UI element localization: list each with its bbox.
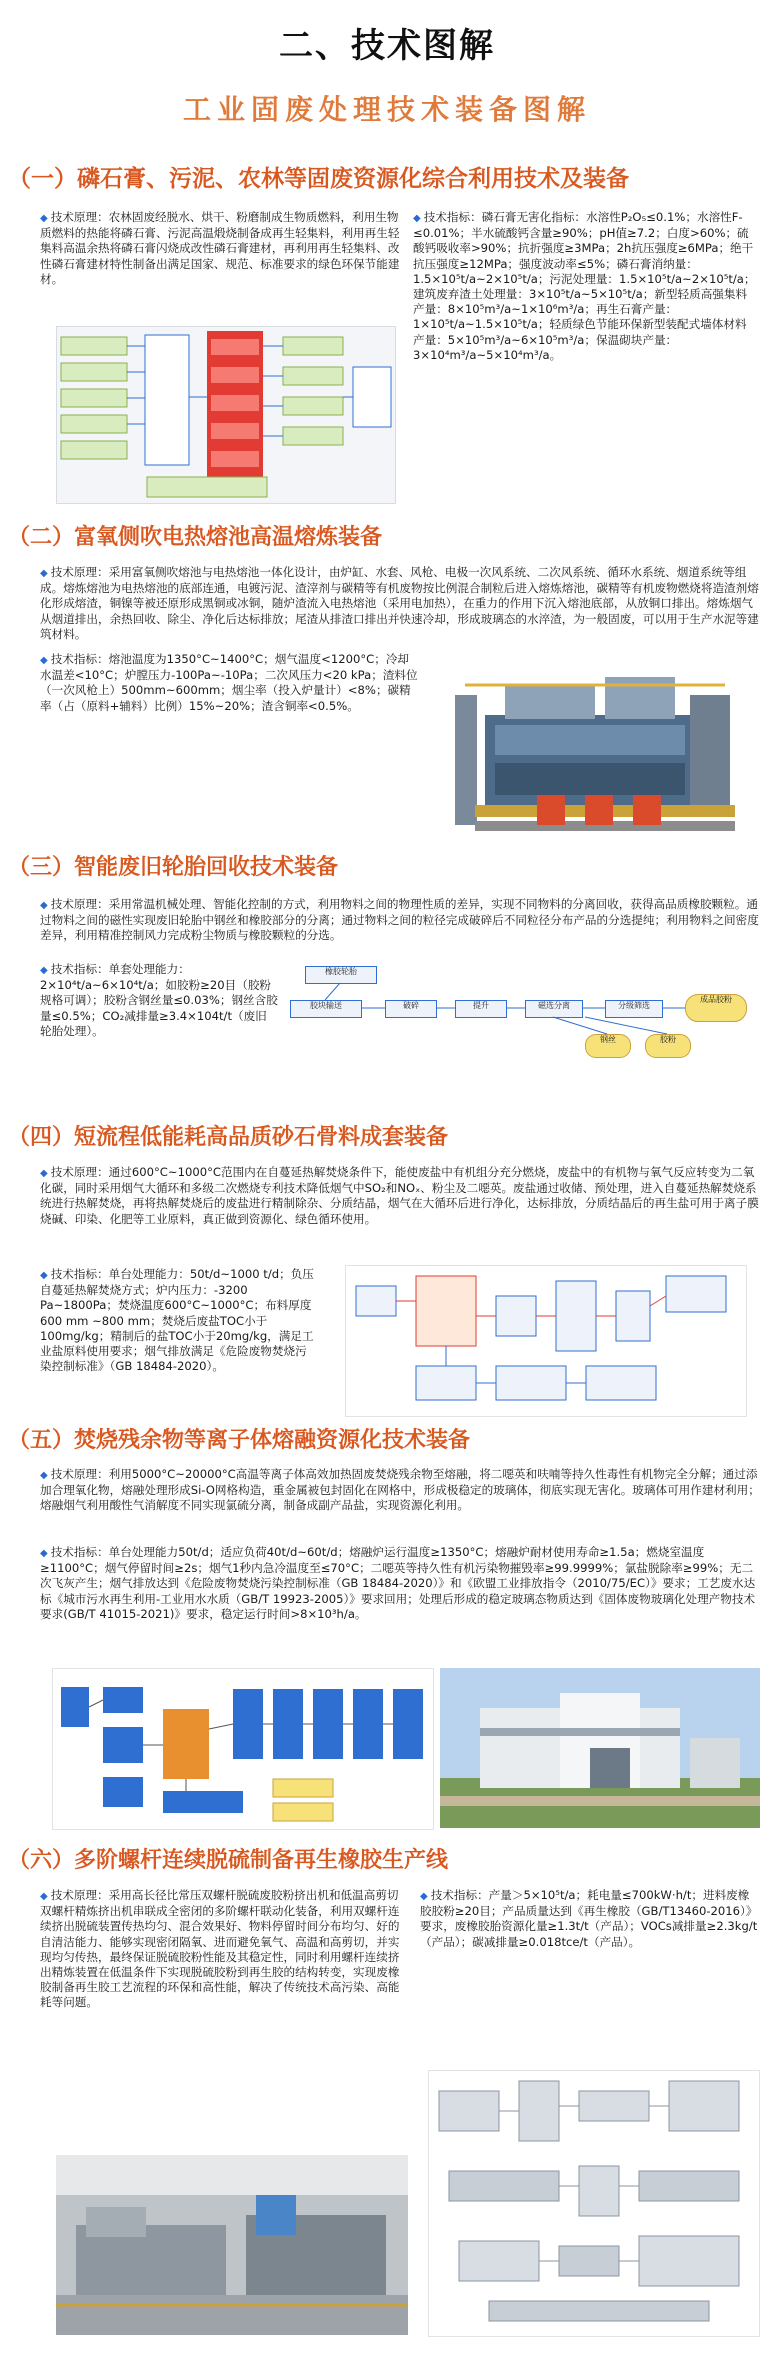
furnace-svg: [445, 655, 745, 841]
section-3-indicators: [40, 962, 278, 1039]
equipment-layout-svg: [429, 2071, 759, 2336]
bullet-icon: ◆: [40, 1548, 48, 1559]
page-subtitle: 工业固废处理技术装备图解: [182, 93, 591, 126]
section-4-principle: [40, 1165, 760, 1227]
flow-output: 钢丝: [585, 1034, 631, 1058]
section-4-heading: （四）短流程低能耗高品质砂石骨料成套装备: [8, 1125, 449, 1150]
section-3-indicators-text: 技术指标：单套处理能力：2×10⁴t/a~6×10⁴t/a；如胶粉≥20目（胶粉规格可调）；胶粉含钢丝量≤0.03%；钢丝含胶量≤0.5%；CO₂减排量≥3.4×104t/t（废旧轮胎处理）。: [40, 962, 278, 1038]
flow-step: 分级筛选: [605, 1000, 663, 1018]
bullet-icon: ◆: [40, 1470, 48, 1481]
bullet-icon: ◆: [40, 655, 48, 666]
bullet-icon: ◆: [40, 965, 48, 976]
flow-step: 胶块输送: [290, 1000, 362, 1018]
bullet-icon: ◆: [40, 900, 48, 911]
section-1-process-diagram: [56, 326, 396, 504]
section-3-principle: [40, 897, 760, 944]
section-6-indicators: [420, 1888, 760, 1950]
section-2-principle-text: 技术原理：采用富氧侧吹熔池与电热熔池一体化设计，由炉缸、水套、风枪、电极一次风系统、二次风系统、循环水系统、烟道系统等组成。熔炼熔池为电热熔池的底部连通，电镀污泥、渣滓剂与碳精等有机废物按比例混合制粒后进入熔炼熔池，碳精等有机废物燃烧将造渣剂熔化形成熔渣，铜镍等被还原形成黑铜或冰铜，随炉渣流入电热熔池（采用电加热），在重力的作用下沉入熔池底部，从放铜口排出。熔炼烟气从烟道排出，余热回收、除尘、净化后达标排放；尾渣从排渣口排出并快速冷却，形成玻璃态的水淬渣，为一般固废，可以用于生产水泥等建筑材料。: [40, 565, 759, 641]
factory-photo: [440, 1668, 760, 1828]
section-5-indicators-text: 技术指标：单台处理能力50t/d；适应负荷40t/d~60t/d；熔融炉运行温度≥1350°C；熔融炉耐材使用寿命≥1.5a；燃烧室温度≥1100°C；烟气停留时间≥2s；烟气1秒内急冷温度至≤70°C；二噁英等持久性有机污染物摧毁率≥99.9999%；氯盐脱除率≥99%；无二次飞灰产生；烟气排放达到《危险废物焚烧污染控制标准（GB 18484-2020）》和《欧盟工业排放指令（2010/75/EC）》要求；工艺废水达标《城市污水再生利用-工业用水水质（GB/T 19923-2005）》要求回用；处理后形成的稳定玻璃态物质达到《固体废物玻璃化处理产物技术要求(GB/T 41015-2021)》要求，稳定运行时间>8×10³h/a。: [40, 1545, 756, 1621]
flow-step: 磁选分离: [525, 1000, 583, 1018]
flow-step: 提升: [455, 1000, 507, 1018]
production-line-svg: [56, 2155, 408, 2335]
bullet-icon: ◆: [40, 1270, 48, 1281]
section-4-indicators-text: 技术指标：单台处理能力：50t/d~1000 t/d；负压自蔓延热解焚烧方式；炉内压力：-3200 Pa~1800Pa；焚烧温度600°C~1000°C；布料厚度600 mm ~800 mm；焚烧后废盐TOC小于100mg/kg；精制后的盐TOC小于20mg/kg，满足工业盐原料使用要求；烟气排放满足《危险废物焚烧污染控制标准》（GB 18484-2020）。: [40, 1267, 314, 1374]
section-6-heading: （六）多阶螺杆连续脱硫制备再生橡胶生产线: [8, 1848, 449, 1873]
bullet-icon: ◆: [40, 1891, 48, 1902]
section-1-principle: [40, 210, 400, 287]
section-5-heading: （五）焚烧残余物等离子体熔融资源化技术装备: [8, 1428, 471, 1453]
section-4-process-diagram: [345, 1265, 747, 1417]
section-2-heading: （二）富氧侧吹电热熔池高温熔炼装备: [8, 525, 383, 550]
section-2-indicators: [40, 652, 418, 714]
bullet-icon: ◆: [420, 1891, 428, 1902]
section-6-principle-text: 技术原理：采用高长径比常压双螺杆脱硫废胶粉挤出机和低温高剪切双螺杆精炼挤出机串联成全密闭的多阶螺杆联动化装备，利用双螺杆连续挤出脱硫装置传热均匀、混合效果好、物料停留时间分布均匀、好的自清洁能力、能够实现密闭隔氧、进而避免氧气、高温和高剪切，并实现均匀传热，最终保证脱硫胶粉性能及其稳定性，同时利用螺杆连续挤出精炼装置在低温条件下实现脱硫胶粉到再生胶的结构转变，实现废橡胶制备再生胶工艺流程的环保和高性能，解决了传统技术高污染、高能耗等问题。: [40, 1888, 400, 2010]
flow-output: 成品胶粉: [685, 994, 747, 1022]
process-flow-svg: [57, 327, 395, 503]
flow-step: 破碎: [385, 1000, 437, 1018]
section-5-principle: [40, 1467, 760, 1514]
section-1-indicators: [413, 210, 758, 363]
section-1-principle-text: 技术原理：农林固废经脱水、烘干、粉磨制成生物质燃料，利用生物质燃料的热能将磷石膏、污泥高温煅烧制备成再生轻集料，利用再生轻集料高温余热将磷石膏闪烧成改性磷石膏建材，再利用再生轻集料、改性磷石膏建材特性制备出满足国家、规范、标准要求的绿色环保节能建材。: [40, 210, 400, 286]
bullet-icon: ◆: [40, 213, 48, 224]
production-line-photo: [56, 2155, 408, 2335]
section-6-principle: [40, 1888, 408, 2011]
section-1-heading: （一）磷石膏、污泥、农林等固废资源化综合利用技术及装备: [8, 166, 629, 192]
section-5-process-diagram: [52, 1668, 434, 1830]
section-4-principle-text: 技术原理：通过600°C~1000°C范围内在自蔓延热解焚烧条件下，能使废盐中有机组分充分燃烧，废盐中的有机物与氧气反应转变为二氧化碳，同时采用烟气大循环和多级二次燃烧专利技术降低烟气中SO₂和NOₓ、粉尘及二噁英。废盐通过收储、预处理，进入自蔓延热解焚烧系统进行热解焚烧，再将热解焚烧后的废盐进行精制除杂、分质结晶，烟气在大循环后进行净化，达标排放，分质结晶后的再生盐可用于离子膜烧碱、印染、化肥等工业原料，真正做到资源化、绿色循环使用。: [40, 1165, 759, 1226]
section-6-equipment-diagram: [428, 2070, 760, 2337]
section-2-principle: [40, 565, 760, 642]
flow-output: 胶粉: [645, 1034, 691, 1058]
page-title: 二、技术图解: [279, 26, 495, 66]
salt-process-svg: [346, 1266, 746, 1416]
section-2-indicators-text: 技术指标：熔池温度为1350°C~1400°C；烟气温度<1200°C；冷却水温差<10°C；炉膛压力-100Pa~-10Pa；二次风压力<20 kPa；渣料位（一次风枪上）500mm~600mm；烟尘率（投入炉量计）<8%；碳精率（占（原料+辅料）比例）15%~20%；渣含铜率<0.5%。: [40, 652, 418, 713]
section-6-indicators-text: 技术指标：产量＞5×10⁵t/a；耗电量≤700kW·h/t；进料废橡胶胶粉≥20目；产品质量达到《再生橡胶（GB/T13460-2016）》要求，废橡胶胎资源化量≥1.3t/t（产品）；VOCs减排量≥2.3kg/t（产品）；碳减排量≥0.018tce/t（产品）。: [420, 1888, 758, 1949]
section-1-indicators-text: 技术指标：磷石膏无害化指标：水溶性P₂O₅≤0.1%；水溶性F-≤0.01%；半水硫酸钙含量≥90%；pH值≥7.2；白度>60%；硫酸钙吸收率>90%；抗折强度≥3MPa；2h抗压强度≥6MPa；绝干抗压强度≥12MPa；强度波动率≤5%；磷石膏消纳量：1.5×10⁵t/a~2×10⁵t/a；污泥处理量：1.5×10⁵t/a~2×10⁵t/a；建筑废弃渣土处理量：3×10⁵t/a~5×10⁵t/a；新型轻质高强集料产量：8×10⁵m³/a~1×10⁶m³/a；再生石膏产量：1×10⁵t/a~1.5×10⁵t/a；轻质绿色节能环保新型装配式墙体材料产量：5×10⁵m³/a~6×10⁵m³/a；保温砌块产量：3×10⁴m³/a~5×10⁴m³/a。: [413, 210, 756, 362]
bullet-icon: ◆: [40, 1168, 48, 1179]
bullet-icon: ◆: [413, 213, 421, 224]
bullet-icon: ◆: [40, 568, 48, 579]
factory-photo-svg: [440, 1668, 760, 1828]
plasma-process-svg: [53, 1669, 433, 1829]
section-5-indicators: [40, 1545, 760, 1622]
section-3-heading: （三）智能废旧轮胎回收技术装备: [8, 855, 339, 880]
section-5-principle-text: 技术原理：利用5000°C~20000°C高温等离子体高效加热固废焚烧残余物至熔融，将二噁英和呋喃等持久性毒性有机物完全分解；通过添加合理氧化物，熔融处理形成Si-O网格构造，重金属被包封固化在网格中，形成极稳定的玻璃体，彻底实现无害化。玻璃体可用作建材利用；熔融烟气利用酸性气消解度不同实现氯硫分离，制备成副产品盐，实现资源化利用。: [40, 1467, 760, 1513]
furnace-illustration: [445, 655, 745, 841]
section-4-indicators: [40, 1267, 318, 1374]
flow-arrows-svg: [285, 960, 755, 1070]
section-3-flow-diagram: [285, 960, 755, 1070]
section-3-principle-text: 技术原理：采用常温机械处理、智能化控制的方式，利用物料之间的物理性质的差异，实现不同物料的分离回收，获得高品质橡胶颗粒。通过物料之间的磁性实现废旧轮胎中钢丝和橡胶部分的分离；通过物料之间的粒径完成破碎后不同粒径分布产品的分选提纯；利用物料之间密度差异，利用精准控制风力完成粉尘物质与橡胶颗粒的分选。: [40, 897, 759, 943]
flow-step: 橡胶轮胎: [305, 966, 377, 984]
